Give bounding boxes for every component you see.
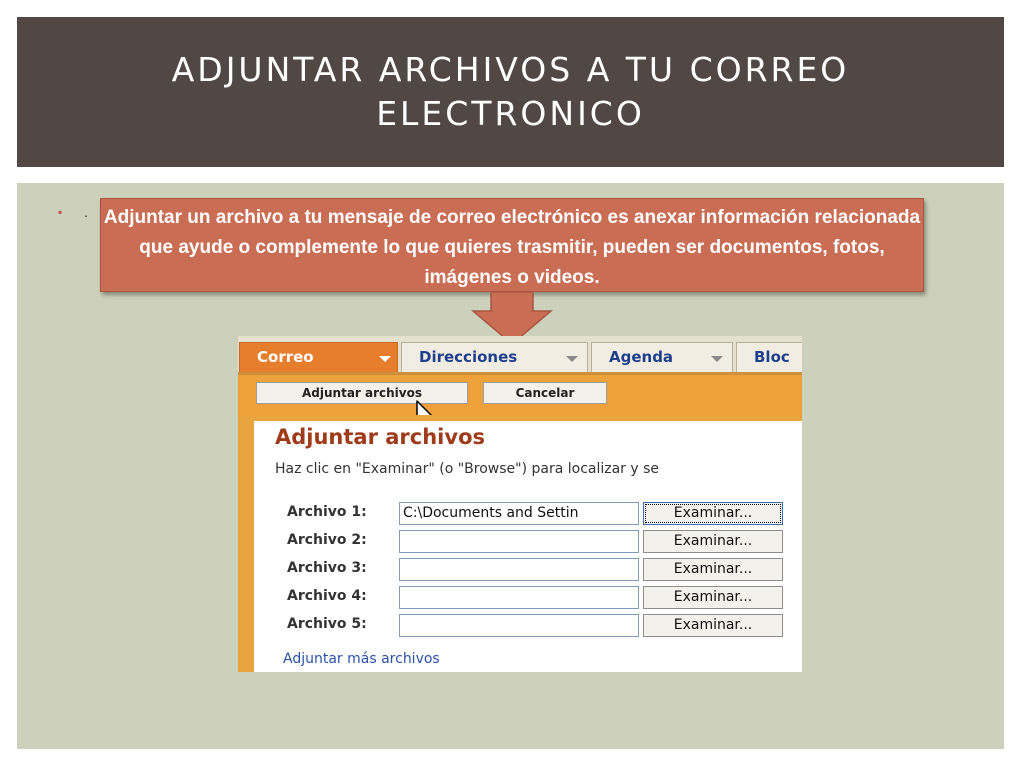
chevron-down-icon[interactable] (566, 356, 578, 362)
tab-bloc[interactable] (736, 342, 802, 372)
attach-files-button[interactable]: Adjuntar archivos (256, 382, 468, 404)
toolbar (238, 375, 802, 415)
browse-button-3[interactable]: Examinar... (643, 558, 783, 581)
file-input-5[interactable] (399, 614, 639, 637)
chevron-down-icon[interactable] (379, 356, 391, 362)
file-label: Archivo 2: (287, 532, 367, 548)
file-row-5 (287, 614, 802, 638)
callout-box: Adjuntar un archivo a tu mensaje de correo electrónico es anexar información relacionada que ayude o complemente lo que quieres trasmitir, pueden ser documentos, fotos, imágenes o videos. (100, 198, 924, 292)
file-row-4 (287, 586, 802, 610)
bullet-marker-icon: ▪ (58, 205, 63, 219)
attach-panel (254, 421, 802, 672)
slide-title: ADJUNTAR ARCHIVOS A TU CORREO ELECTRONICO (171, 50, 850, 133)
tab-agenda[interactable] (591, 342, 733, 372)
bullet-text: . (84, 204, 88, 220)
file-label: Archivo 1: (287, 504, 367, 520)
file-label: Archivo 5: (287, 616, 367, 632)
attach-heading: Adjuntar archivos (275, 425, 485, 449)
tab-label: Correo (257, 348, 314, 366)
embedded-screenshot (238, 336, 802, 672)
tab-direcciones[interactable] (401, 342, 588, 372)
file-row-3 (287, 558, 802, 582)
file-label: Archivo 3: (287, 560, 367, 576)
attach-panel-frame (238, 415, 802, 672)
browse-button-4[interactable]: Examinar... (643, 586, 783, 609)
tab-bar (238, 336, 802, 375)
browse-button-1[interactable]: Examinar... (643, 502, 783, 525)
tab-label: Bloc (754, 348, 790, 366)
file-input-2[interactable] (399, 530, 639, 553)
file-row-2 (287, 530, 802, 554)
file-row-1 (287, 502, 802, 526)
chevron-down-icon[interactable] (711, 356, 723, 362)
file-input-3[interactable] (399, 558, 639, 581)
file-input-4[interactable] (399, 586, 639, 609)
attach-instruction: Haz clic en "Examinar" (o "Browse") para localizar y se (275, 461, 660, 477)
tab-label: Agenda (609, 348, 674, 366)
attach-more-link[interactable]: Adjuntar más archivos (283, 651, 440, 667)
browse-button-5[interactable]: Examinar... (643, 614, 783, 637)
browse-button-2[interactable]: Examinar... (643, 530, 783, 553)
tab-label: Direcciones (419, 348, 518, 366)
title-band (17, 17, 1004, 167)
tab-correo[interactable] (239, 342, 398, 372)
cancel-button[interactable]: Cancelar (483, 382, 607, 404)
file-input-1[interactable]: C:\Documents and Settin (399, 502, 639, 525)
file-label: Archivo 4: (287, 588, 367, 604)
